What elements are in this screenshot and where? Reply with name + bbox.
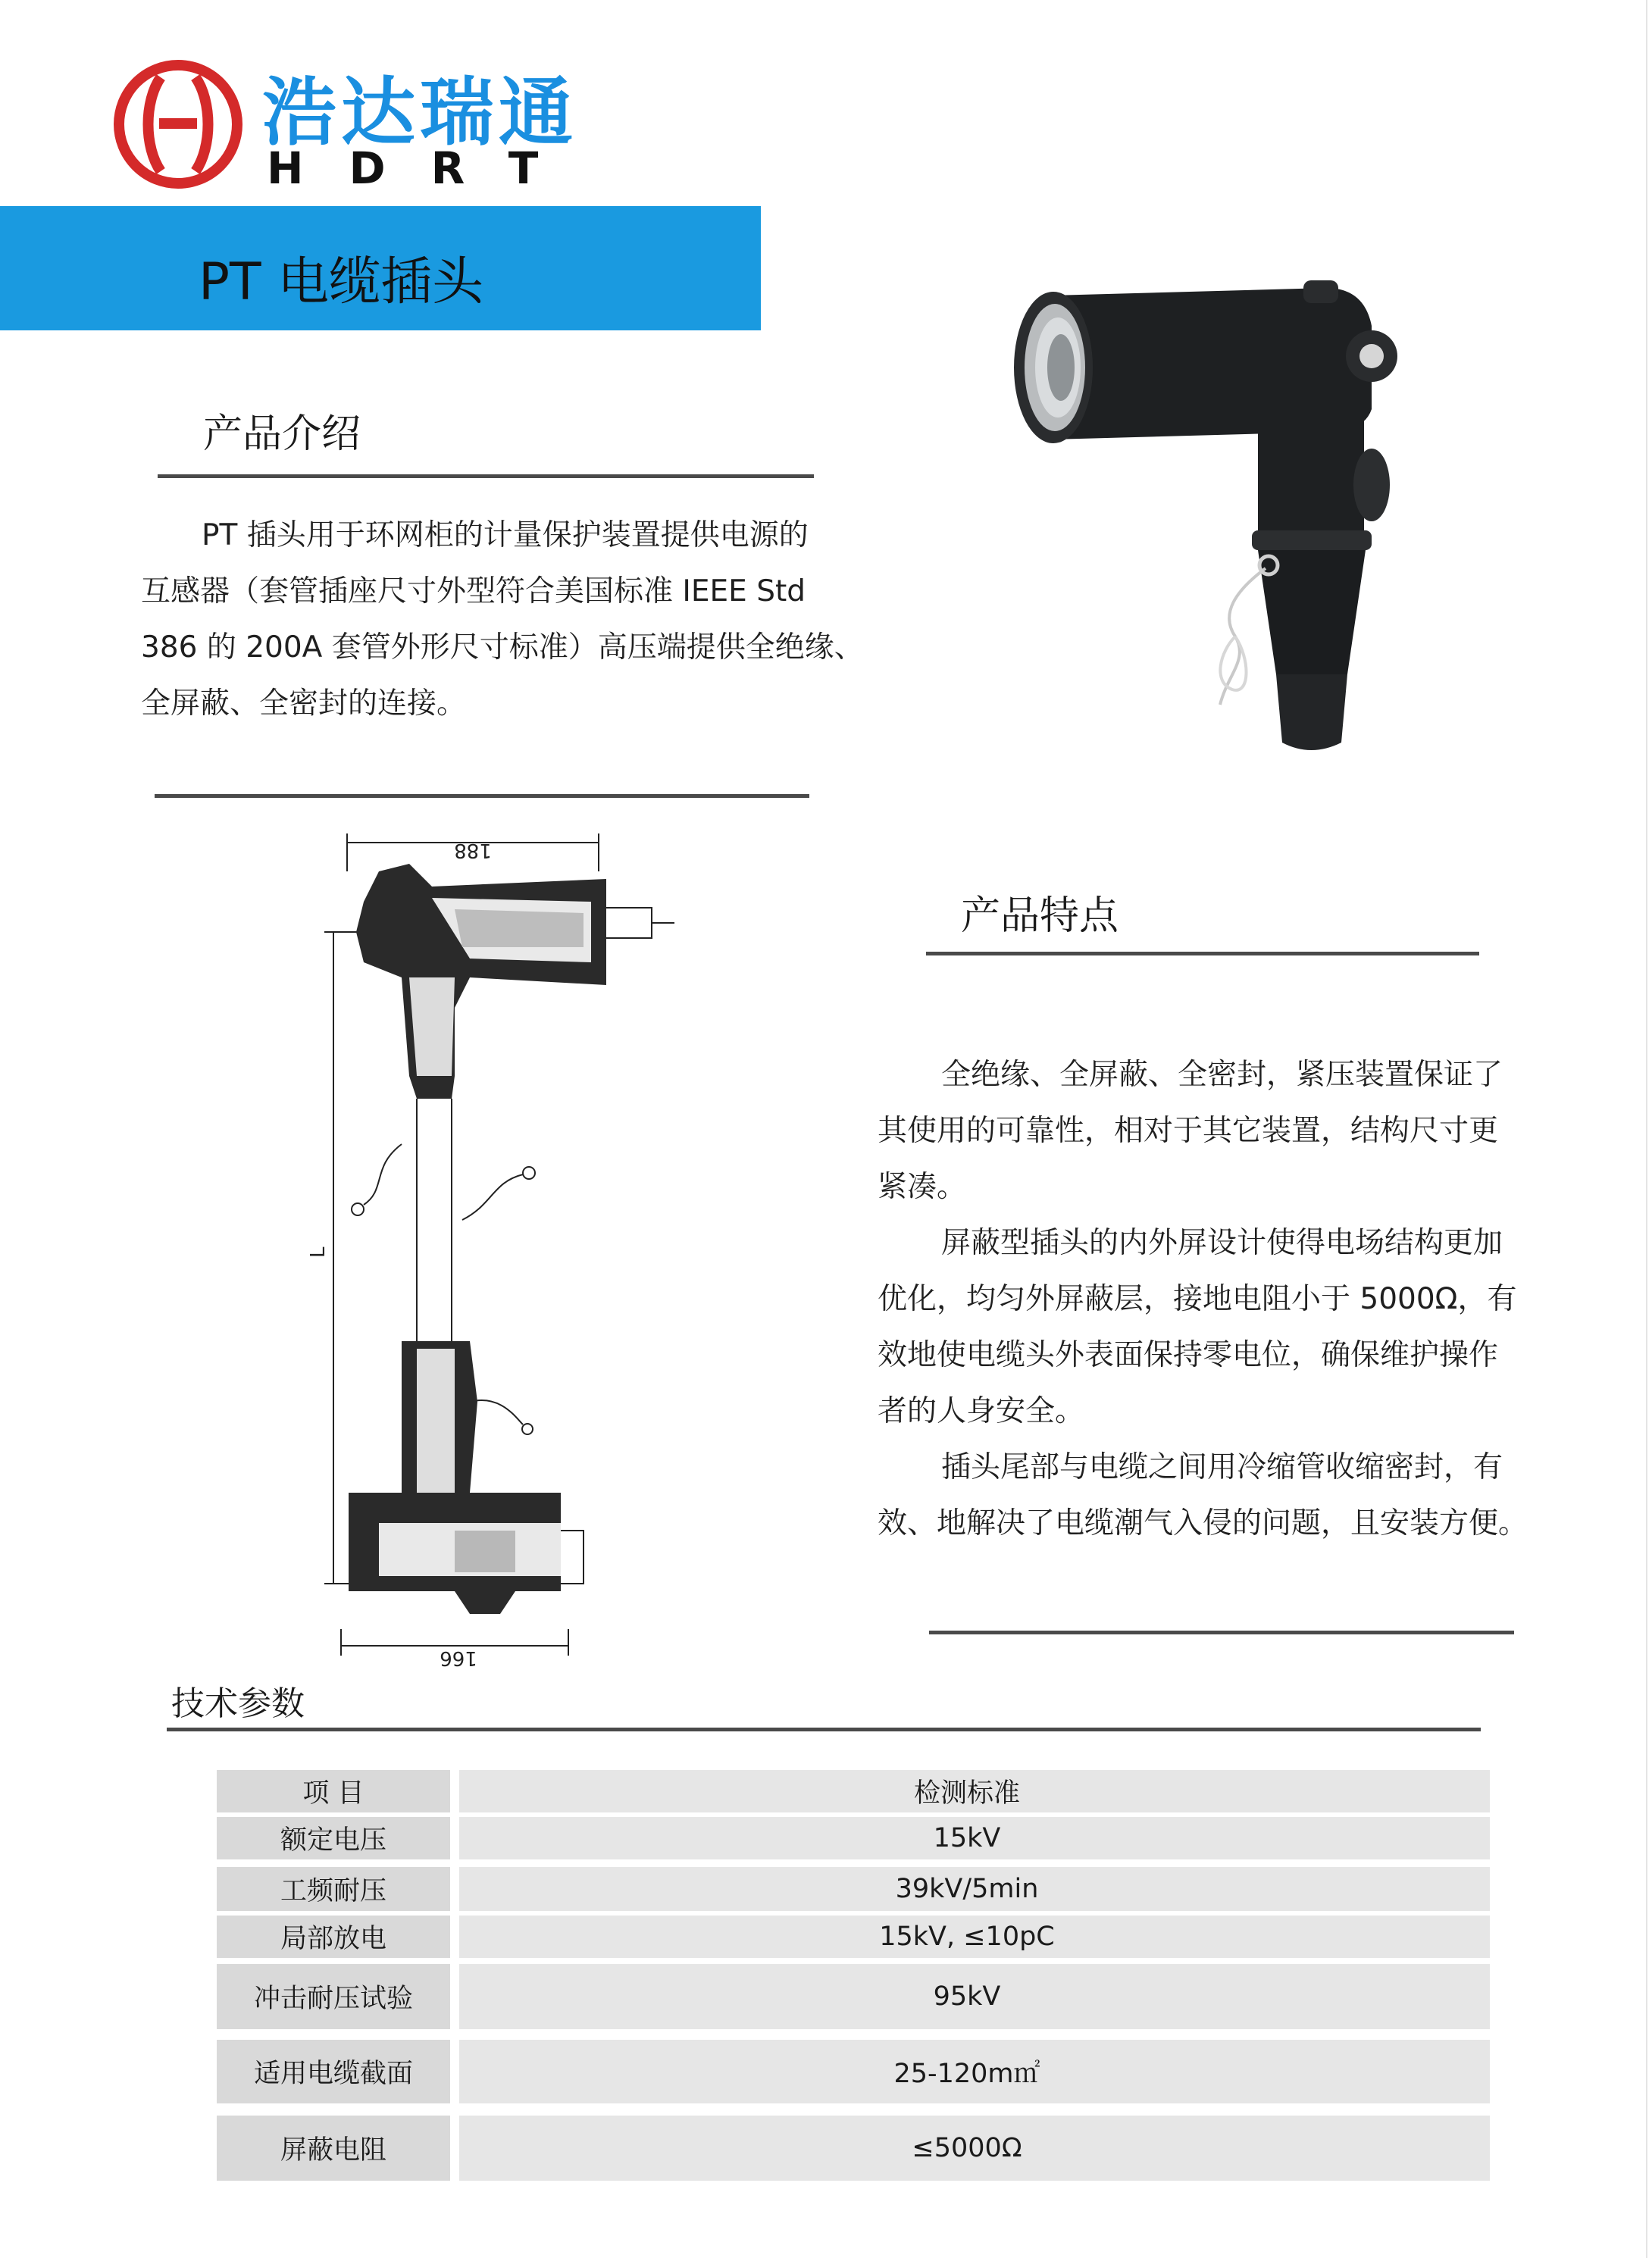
table-row (217, 1964, 1490, 2029)
spec-value-text: 39kV/5min (895, 1874, 1039, 1904)
brand-name-cn: 浩达瑞通 (262, 70, 578, 156)
features-line: 优化，均匀外屏蔽层，接地电阻小于 5000Ω，有 (878, 1282, 1517, 1316)
dim-side-label: L (307, 1246, 330, 1258)
spec-item: 额定电压 (217, 1817, 450, 1859)
intro-rule (158, 474, 814, 478)
table-row (217, 1916, 1490, 1958)
spec-item: 局部放电 (217, 1916, 450, 1958)
spec-value (459, 1964, 1490, 2029)
spec-value (459, 2040, 1490, 2103)
table-row (217, 2116, 1490, 2181)
spec-value (459, 2116, 1490, 2181)
features-line: 紧凑。 (878, 1170, 967, 1204)
spec-item: 冲击耐压试验 (217, 1964, 450, 2029)
intro-line: PT 插头用于环网柜的计量保护装置提供电源的 (202, 518, 809, 552)
spec-table-header (217, 1770, 1490, 1812)
technical-drawing (307, 826, 697, 1669)
hdrt-logo-icon (114, 48, 242, 200)
features-line: 其使用的可靠性，相对于其它装置，结构尺寸更 (878, 1114, 1499, 1148)
features-line: 全绝缘、全屏蔽、全密封，紧压装置保证了 (941, 1058, 1503, 1092)
features-line: 者的人身安全。 (878, 1394, 1085, 1428)
spec-header-value-text: 检测标准 (913, 1778, 1020, 1809)
spec-item: 屏蔽电阻 (217, 2116, 450, 2181)
specs-rule (167, 1728, 1481, 1731)
page-title: PT 电缆插头 (199, 252, 484, 312)
intro-bottom-rule (155, 794, 809, 798)
intro-line: 386 的 200A 套管外形尺寸标准）高压端提供全绝缘、 (141, 630, 864, 665)
features-paragraph (878, 1047, 1635, 1552)
table-row (217, 2040, 1490, 2103)
dim-bottom-label: 166 (440, 1647, 477, 1669)
table-row (217, 1867, 1490, 1911)
features-heading: 产品特点 (961, 893, 1119, 939)
features-line: 效、地解决了电缆潮气入侵的问题，且安装方便。 (878, 1506, 1528, 1540)
spec-value (459, 1817, 1490, 1859)
brand-name-en: HDRT (267, 142, 584, 194)
spec-value (459, 1867, 1490, 1911)
spec-header-item: 项 目 (217, 1770, 450, 1812)
spec-value-text: ≤5000Ω (912, 2133, 1022, 2163)
table-row (217, 1817, 1490, 1859)
features-line: 屏蔽型插头的内外屏设计使得电场结构更加 (941, 1226, 1503, 1260)
spec-header-value (459, 1770, 1490, 1812)
intro-paragraph (141, 508, 899, 732)
features-line: 插头尾部与电缆之间用冷缩管收缩密封，有 (941, 1450, 1503, 1484)
spec-value-text: 25-120m㎡ (893, 2059, 1040, 2089)
spec-item: 工频耐压 (217, 1867, 450, 1911)
specs-heading: 技术参数 (171, 1684, 305, 1723)
spec-value-text: 15kV, ≤10pC (879, 1922, 1055, 1952)
page-edge-line (1646, 0, 1647, 2258)
spec-value (459, 1916, 1490, 1958)
product-photo (1008, 280, 1432, 758)
features-line: 效地使电缆头外表面保持零电位，确保维护操作 (878, 1338, 1499, 1372)
spec-value-text: 15kV (933, 1823, 1001, 1853)
intro-heading: 产品介绍 (203, 411, 361, 457)
features-bottom-rule (929, 1631, 1514, 1634)
spec-value-text: 95kV (933, 1981, 1001, 2012)
intro-line: 全屏蔽、全密封的连接。 (141, 686, 467, 721)
intro-line: 互感器（套管插座尺寸外型符合美国标准 IEEE Std (141, 574, 806, 608)
features-rule (926, 952, 1479, 955)
dim-top-label: 188 (454, 839, 492, 862)
spec-item: 适用电缆截面 (217, 2040, 450, 2103)
